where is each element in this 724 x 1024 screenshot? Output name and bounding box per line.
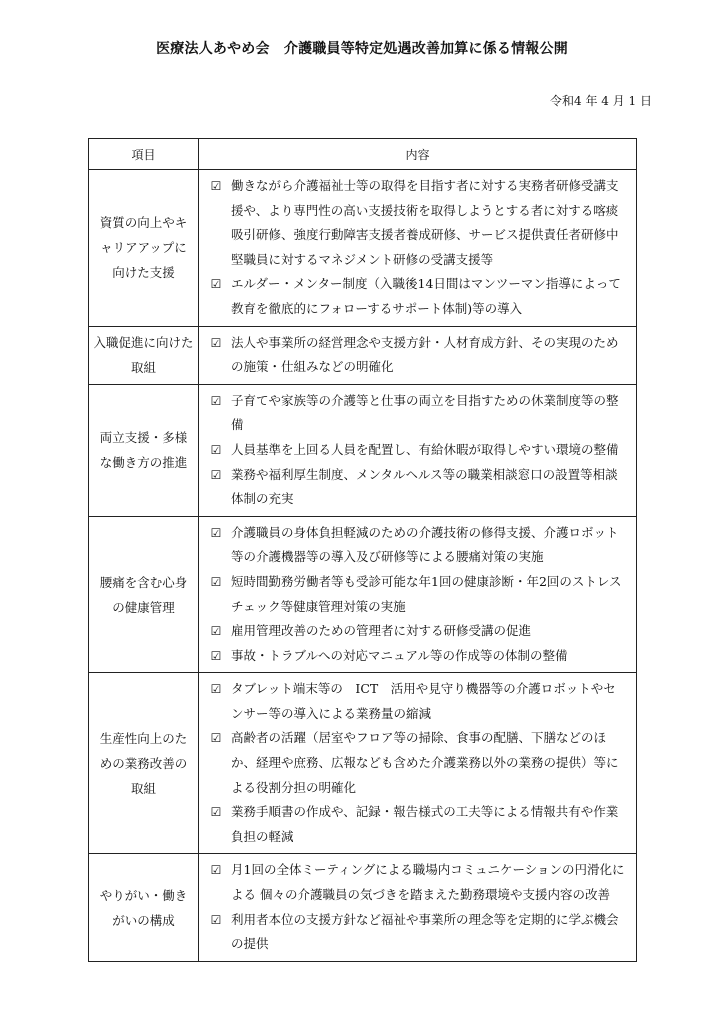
checkbox-checked-icon: ☑: [210, 863, 222, 878]
list-item: [209, 619, 628, 644]
item-text: 業務や福利厚生制度、メンタルヘルス等の職業相談窓口の設置等相談体制の充実: [231, 466, 618, 507]
content-cell: [199, 384, 637, 516]
table-row: [89, 673, 637, 854]
category-cell: [89, 516, 199, 673]
list-item: [209, 438, 628, 463]
category-cell: [89, 854, 199, 961]
checkbox-checked-icon: ☑: [210, 731, 222, 746]
category-cell: [89, 170, 199, 327]
info-table: [88, 138, 637, 962]
list-item: [209, 570, 628, 619]
list-item: [209, 331, 628, 380]
list-item: [209, 677, 628, 726]
item-text: 利用者本位の支援方針など福祉や事業所の理念等を定期的に学ぶ機会の提供: [231, 911, 619, 952]
category-line: な働き方の推進: [99, 455, 188, 471]
checkbox-checked-icon: ☑: [210, 574, 222, 589]
item-text: 介護職員の身体負担軽減のための介護技術の修得支援、介護ロボット等の介護機器等の導入及び研修等による腰痛対策の実施: [231, 524, 619, 565]
table-row: [89, 170, 637, 327]
checkbox-checked-icon: ☑: [210, 624, 222, 639]
list-item: [209, 644, 628, 669]
category-cell: [89, 326, 199, 384]
item-text: 短時間勤務労働者等も受診可能な年1回の健康診断・年2回のストレスチェック等健康管理対策の実施: [231, 573, 622, 614]
content-cell: [199, 854, 637, 961]
checkbox-checked-icon: ☑: [210, 912, 222, 927]
category-line: がいの構成: [112, 912, 175, 928]
category-line: 生産性向上のた: [99, 730, 188, 746]
category-line: 両立支援・多様: [99, 430, 188, 446]
category-line: ャリアアップに: [100, 240, 187, 256]
list-item: [209, 521, 628, 570]
category-line: の健康管理: [112, 599, 175, 615]
item-text: 雇用管理改善のための管理者に対する研修受講の促進: [231, 623, 532, 639]
table-row: [89, 854, 637, 961]
item-text: エルダー・メンター制度（入職後14日間はマンツーマン指導によって教育を徹底的にフォローするサポート体制)等の導入: [231, 276, 621, 316]
item-text: 高齢者の活躍（居室やフロア等の掃除、食事の配膳、下膳などのほか、経理や庶務、広報なども含めた介護業務以外の業務の提供）等による役割分担の明確化: [231, 730, 619, 795]
category-line: 取組: [130, 360, 156, 376]
page-title: 医療法人あやめ会 介護職員等特定処遇改善加算に係る情報公開: [156, 41, 568, 57]
checkbox-checked-icon: ☑: [210, 442, 222, 457]
content-cell: [199, 326, 637, 384]
checkbox-checked-icon: ☑: [210, 525, 222, 540]
category-line: 取組: [130, 780, 156, 796]
category-cell: [89, 673, 199, 854]
header-content: 内容: [199, 139, 637, 170]
header-item: 項目: [89, 139, 199, 170]
checkbox-checked-icon: ☑: [210, 467, 222, 482]
content-cell: [199, 673, 637, 854]
category-line: 入職促進に向けた: [93, 335, 194, 351]
publication-date: 令和4 年 4 月 1 日: [550, 94, 652, 108]
list-item: [209, 800, 628, 849]
checkbox-checked-icon: ☑: [210, 277, 222, 292]
item-text: 業務手順書の作成や、記録・報告様式の工夫等による情報共有や作業負担の軽減: [231, 804, 619, 844]
list-item: [209, 174, 628, 272]
item-text: 月1回の全体ミーティングによる職場内コミュニケーションの円滑化による 個々の介護職員の気づきを踏まえた勤務環境や支援内容の改善: [231, 862, 625, 903]
list-item: [209, 389, 628, 438]
checkbox-checked-icon: ☑: [210, 335, 222, 350]
list-item: [209, 463, 628, 512]
item-text: 人員基準を上回る人員を配置し、有給休暇が取得しやすい環境の整備: [231, 441, 619, 457]
checkbox-checked-icon: ☑: [210, 179, 222, 193]
item-text: タブレット端末等の ICT 活用や見守り機器等の介護ロボットやセンサー等の導入による業務量の縮減: [231, 681, 616, 721]
table-header-row: [89, 139, 637, 170]
category-line: やりがい・働き: [99, 887, 188, 903]
list-item: [209, 908, 628, 957]
checkbox-checked-icon: ☑: [210, 805, 222, 820]
item-text: 子育てや家族等の介護等と仕事の両立を目指すための休業制度等の整備: [231, 392, 619, 433]
item-text: 働きながら介護福祉士等の取得を目指す者に対する実務者研修受講支援や、より専門性の高い支援技術を取得しようとする者に対する喀痰吸引研修、強度行動障害支援者養成研修、サービス提供責任者研修中堅職員に対するマネジメント研修の受講支援等: [231, 178, 619, 267]
table-row: [89, 384, 637, 516]
list-item: [209, 726, 628, 800]
category-line: めの業務改善の: [99, 755, 188, 771]
category-cell: [89, 384, 199, 516]
content-cell: [199, 516, 637, 673]
list-item: [209, 858, 628, 907]
category-line: 腰痛を含む心身: [99, 574, 188, 590]
item-text: 事故・トラブルへの対応マニュアル等の作成等の体制の整備: [231, 647, 568, 663]
category-line: 資質の向上やキ: [99, 215, 188, 231]
table-row: [89, 516, 637, 673]
checkbox-checked-icon: ☑: [210, 393, 222, 408]
checkbox-checked-icon: ☑: [210, 682, 222, 697]
item-text: 法人や事業所の経営理念や支援方針・人材育成方針、その実現のための施策・仕組みなどの明確化: [231, 334, 619, 375]
content-cell: [199, 170, 637, 327]
table-row: [89, 326, 637, 384]
checkbox-checked-icon: ☑: [210, 648, 222, 663]
list-item: [209, 272, 628, 321]
category-line: 向けた支援: [112, 265, 175, 281]
